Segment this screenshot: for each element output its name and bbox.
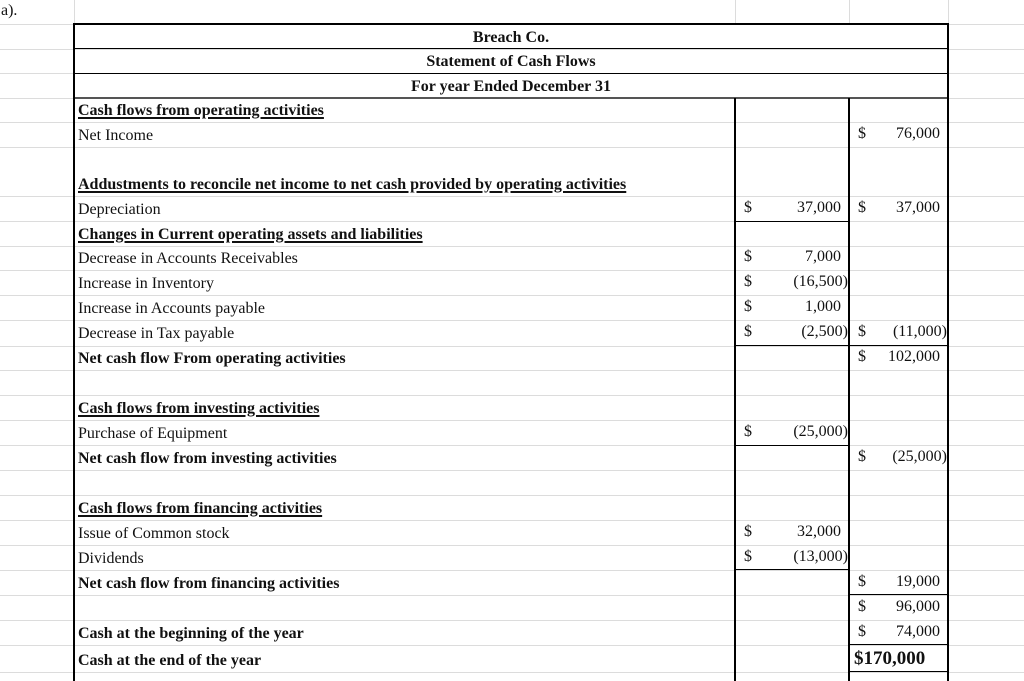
amount-value: 32,000	[797, 523, 841, 540]
net-investing-label[interactable]: Net cash flow from investing activities	[74, 446, 735, 470]
amount-value: (2,500)	[801, 323, 848, 340]
cell-right[interactable]	[849, 371, 948, 395]
cell-mid[interactable]	[735, 222, 849, 246]
currency-symbol: $	[744, 548, 752, 565]
grand-total-value: $170,000	[854, 648, 926, 669]
cell-right[interactable]	[849, 471, 948, 495]
blank-cell[interactable]	[74, 673, 735, 681]
beginning-cash-label[interactable]: Cash at the beginning of the year	[74, 621, 735, 645]
question-part-label: a).	[1, 2, 18, 19]
amount-value: 76,000	[896, 125, 940, 142]
cell-right[interactable]	[849, 296, 948, 320]
depreciation-mid-amount[interactable]	[735, 197, 849, 221]
cell-right[interactable]	[849, 148, 948, 196]
currency-symbol: $	[744, 523, 752, 540]
cell-mid[interactable]	[735, 571, 849, 595]
adjustments-heading-text: Addustments to reconcile net income to net cash provided by operating activities	[78, 176, 627, 193]
currency-symbol: $	[744, 248, 752, 265]
company-name[interactable]: Breach Co.	[74, 25, 948, 49]
cell-right[interactable]	[849, 222, 948, 246]
cell-mid[interactable]	[735, 471, 849, 495]
changes-heading[interactable]	[74, 222, 735, 246]
cell-mid[interactable]	[735, 596, 849, 620]
net-change-amount[interactable]	[849, 596, 948, 620]
cell-mid[interactable]	[735, 99, 849, 122]
ending-cash-amount[interactable]	[849, 646, 948, 672]
amount-value: 19,000	[896, 573, 940, 590]
cell-right[interactable]	[849, 496, 948, 520]
depreciation-label[interactable]: Depreciation	[74, 197, 735, 221]
cell-mid[interactable]	[735, 347, 849, 370]
net-financing-amount[interactable]	[849, 571, 948, 595]
financing-heading-text: Cash flows from financing activities	[78, 500, 323, 517]
currency-symbol: $	[858, 448, 866, 465]
net-operating-amount[interactable]	[849, 347, 948, 370]
table-row	[74, 271, 948, 295]
amount-value: (13,000)	[793, 548, 848, 565]
cell-mid[interactable]	[735, 673, 849, 681]
cell-mid[interactable]	[735, 123, 849, 147]
financing-heading[interactable]	[74, 496, 735, 520]
table-row	[74, 521, 948, 545]
currency-symbol: $	[858, 199, 866, 216]
cell-right[interactable]	[849, 421, 948, 445]
currency-symbol: $	[858, 598, 866, 615]
cell-right[interactable]	[849, 271, 948, 295]
cell-mid[interactable]	[735, 396, 849, 420]
net-operating-label[interactable]: Net cash flow From operating activities	[74, 347, 735, 370]
cell-right[interactable]	[849, 99, 948, 122]
amount-value: (25,000)	[793, 423, 848, 440]
line-item-label[interactable]: Decrease in Accounts Receivables	[74, 247, 735, 270]
net-income-amount[interactable]	[849, 123, 948, 147]
table-row	[74, 546, 948, 570]
currency-symbol: $	[744, 423, 752, 440]
currency-symbol: $	[858, 125, 866, 142]
line-item-label[interactable]: Increase in Accounts payable	[74, 296, 735, 320]
line-item-amount[interactable]	[735, 421, 849, 445]
table-row	[74, 321, 948, 345]
cell-mid[interactable]	[735, 446, 849, 470]
cell-mid[interactable]	[735, 371, 849, 395]
net-financing-label[interactable]: Net cash flow from financing activities	[74, 571, 735, 595]
currency-symbol: $	[744, 298, 752, 315]
operating-heading[interactable]	[74, 99, 735, 122]
amount-value: 37,000	[797, 199, 841, 216]
line-item-label[interactable]: Dividends	[74, 546, 735, 570]
cell-mid[interactable]	[735, 496, 849, 520]
beginning-cash-amount[interactable]	[849, 621, 948, 645]
table-row	[74, 247, 948, 270]
cell-mid[interactable]	[735, 148, 849, 196]
cell-mid[interactable]	[735, 621, 849, 645]
amount-value: 7,000	[805, 248, 841, 265]
currency-symbol: $	[744, 199, 752, 216]
cell-right[interactable]	[849, 247, 948, 270]
line-item-amount[interactable]	[735, 321, 849, 345]
depreciation-right-amount[interactable]	[849, 197, 948, 221]
amount-value: (25,000)	[892, 448, 947, 465]
net-income-label[interactable]: Net Income	[74, 123, 735, 147]
amount-value: 96,000	[896, 598, 940, 615]
cell-right[interactable]	[849, 546, 948, 570]
amount-value: 74,000	[896, 623, 940, 640]
cell-right[interactable]	[849, 673, 948, 681]
currency-symbol: $	[858, 323, 866, 340]
adjustments-heading[interactable]	[74, 148, 735, 196]
cell-right[interactable]	[849, 396, 948, 420]
line-item-amount[interactable]	[735, 546, 849, 570]
table-row	[74, 421, 948, 445]
currency-symbol: $	[744, 273, 752, 290]
net-investing-amount[interactable]	[849, 446, 948, 470]
amount-value: (11,000)	[892, 323, 947, 340]
line-item-label[interactable]: Increase in Inventory	[74, 271, 735, 295]
currency-symbol: $	[858, 623, 866, 640]
table-row	[74, 296, 948, 320]
blank-cell[interactable]	[74, 371, 735, 395]
changes-heading-text: Changes in Current operating assets and liabilities	[78, 226, 423, 243]
ending-cash-label[interactable]: Cash at the end of the year	[74, 646, 735, 672]
line-item-label[interactable]: Decrease in Tax payable	[74, 321, 735, 345]
statement-period[interactable]: For year Ended December 31	[74, 74, 948, 98]
amount-value: 37,000	[896, 199, 940, 216]
blank-cell[interactable]	[74, 596, 735, 620]
currency-symbol: $	[858, 573, 866, 590]
cell-mid[interactable]	[735, 646, 849, 672]
line-item-amount[interactable]	[735, 271, 849, 295]
line-item-amount[interactable]	[735, 521, 849, 545]
statement-title[interactable]: Statement of Cash Flows	[74, 50, 948, 73]
line-item-amount[interactable]	[735, 247, 849, 270]
investing-heading-text: Cash flows from investing activities	[78, 400, 320, 417]
amount-value: 1,000	[805, 298, 841, 315]
currency-symbol: $	[858, 348, 866, 365]
line-item-label[interactable]: Purchase of Equipment	[74, 421, 735, 445]
blank-cell[interactable]	[74, 471, 735, 495]
changes-subtotal[interactable]	[849, 321, 948, 345]
line-item-amount[interactable]	[735, 296, 849, 320]
cell-right[interactable]	[849, 521, 948, 545]
line-item-label[interactable]: Issue of Common stock	[74, 521, 735, 545]
operating-heading-text: Cash flows from operating activities	[78, 102, 324, 119]
amount-value: (16,500)	[793, 273, 848, 290]
investing-heading[interactable]	[74, 396, 735, 420]
amount-value: 102,000	[888, 348, 940, 365]
currency-symbol: $	[744, 323, 752, 340]
